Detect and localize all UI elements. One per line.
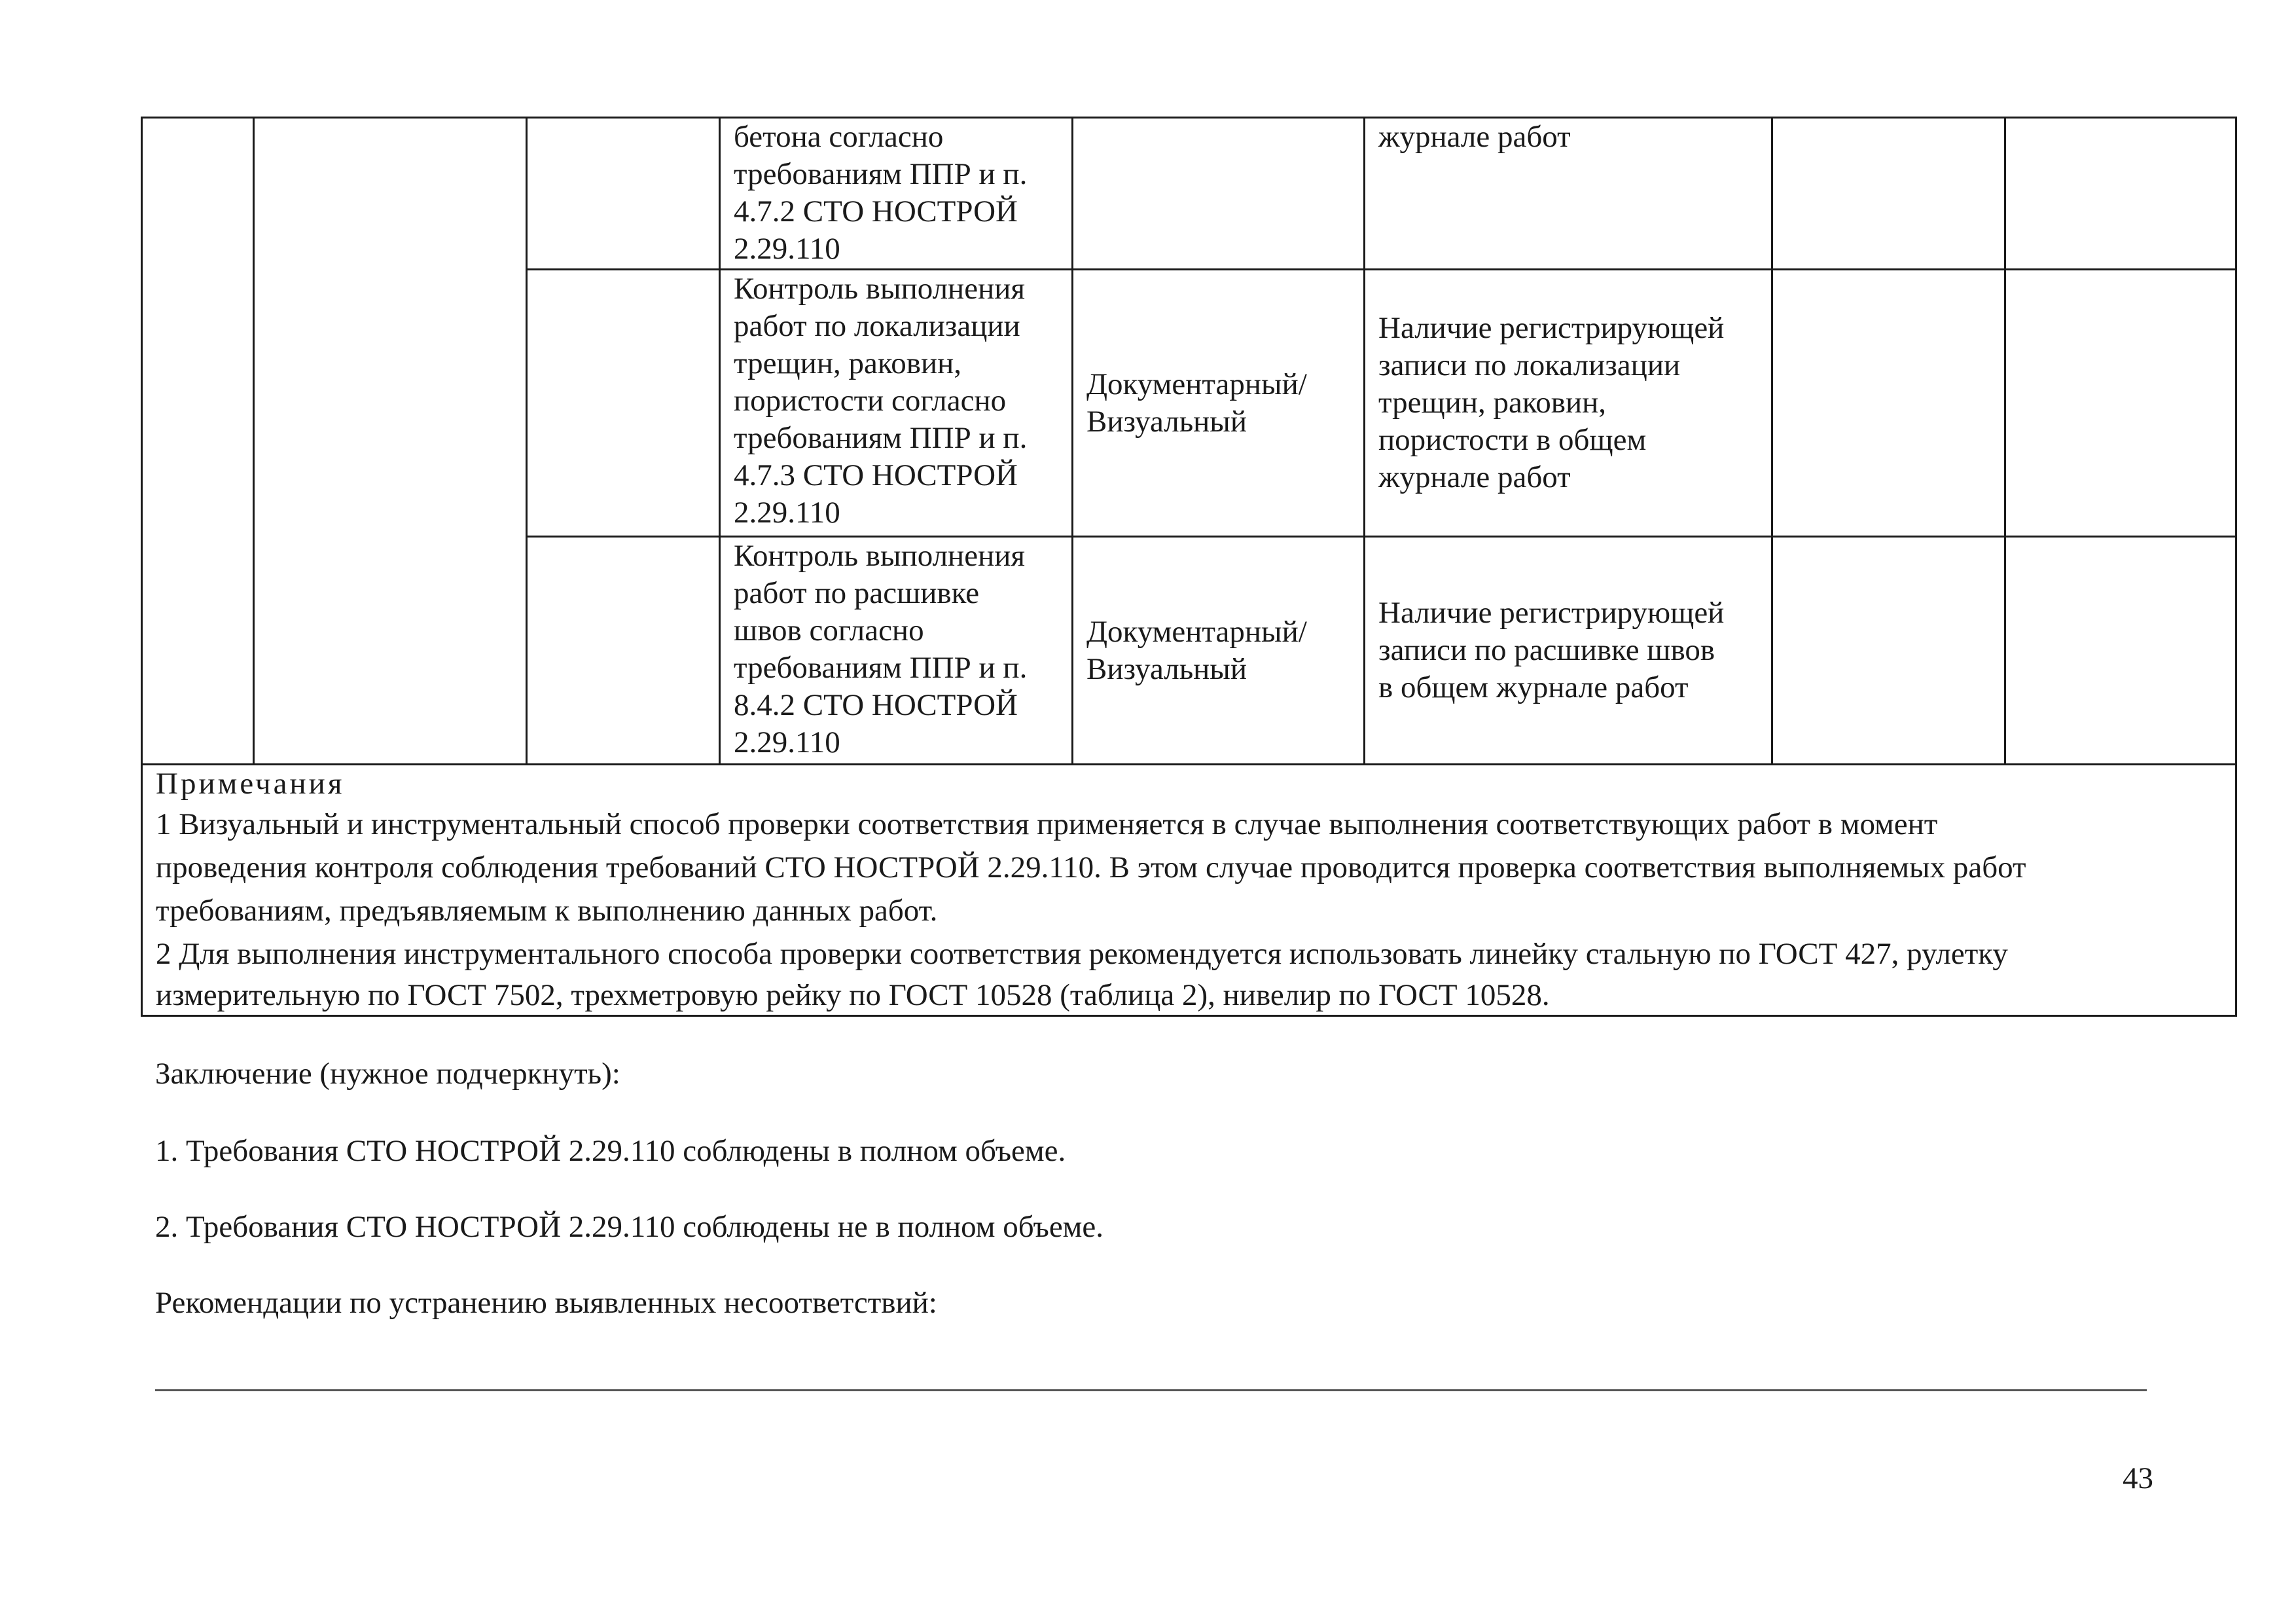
conclusion-option-2: 2. Требования СТО НОСТРОЙ 2.29.110 соблюдены не в полном объеме. — [155, 1210, 1104, 1244]
document-record-text: Наличие регистрирующей записи по расшивке швов в общем журнале работ — [1365, 537, 1772, 765]
page-number: 43 — [2123, 1461, 2153, 1495]
note-line: 1 Визуальный и инструментальный способ проверки соответствия применяется в случае выполнения соответствующих работ в момент — [156, 807, 1938, 841]
table-cell — [527, 537, 720, 765]
method-text: Документарный/ Визуальный — [1073, 537, 1365, 765]
control-item-text: Контроль выполнения работ по локализации трещин, раковин, пористости согласно требованиям ППР и п. 4.7.3 СТО НОСТРОЙ 2.29.110 — [720, 270, 1073, 537]
notes-cell — [142, 765, 2236, 1016]
fill-in-line — [155, 1389, 2147, 1391]
note-line: измерительную по ГОСТ 7502, трехметровую рейку по ГОСТ 10528 (таблица 2), нивелир по ГОСТ 10528. — [156, 978, 1550, 1012]
table-cell — [142, 118, 254, 765]
inspection-table — [141, 117, 2237, 1017]
table-cell — [2005, 118, 2236, 270]
control-item-text: бетона согласно требованиям ППР и п. 4.7.2 СТО НОСТРОЙ 2.29.110 — [720, 118, 1073, 270]
recommendations-heading: Рекомендации по устранению выявленных несоответствий: — [155, 1286, 937, 1320]
note-line: требованиям, предъявляемым к выполнению данных работ. — [156, 894, 938, 928]
note-line: проведения контроля соблюдения требований СТО НОСТРОЙ 2.29.110. В этом случае проводится проверка соответствия выполняемых работ — [156, 850, 2026, 884]
table-cell — [2005, 537, 2236, 765]
table-cell — [1073, 118, 1365, 270]
table-cell — [1772, 270, 2005, 537]
table-row — [142, 118, 2236, 270]
table-row — [142, 765, 2236, 1016]
table-cell — [2005, 270, 2236, 537]
table-cell — [254, 118, 527, 765]
document-record-text: журнале работ — [1365, 118, 1772, 270]
table-cell — [527, 118, 720, 270]
method-text: Документарный/ Визуальный — [1073, 270, 1365, 537]
conclusion-option-1: 1. Требования СТО НОСТРОЙ 2.29.110 соблюдены в полном объеме. — [155, 1134, 1066, 1168]
table-cell — [1772, 118, 2005, 270]
control-item-text: Контроль выполнения работ по расшивке швов согласно требованиям ППР и п. 8.4.2 СТО НОСТРОЙ 2.29.110 — [720, 537, 1073, 765]
note-line: 2 Для выполнения инструментального способа проверки соответствия рекомендуется использовать линейку стальную по ГОСТ 427, рулетку — [156, 937, 2008, 971]
conclusion-heading: Заключение (нужное подчеркнуть): — [155, 1057, 620, 1091]
table-cell — [527, 270, 720, 537]
notes-title: Примечания — [156, 767, 345, 801]
document-record-text: Наличие регистрирующей записи по локализации трещин, раковин, пористости в общем журнале работ — [1365, 270, 1772, 537]
table-cell — [1772, 537, 2005, 765]
